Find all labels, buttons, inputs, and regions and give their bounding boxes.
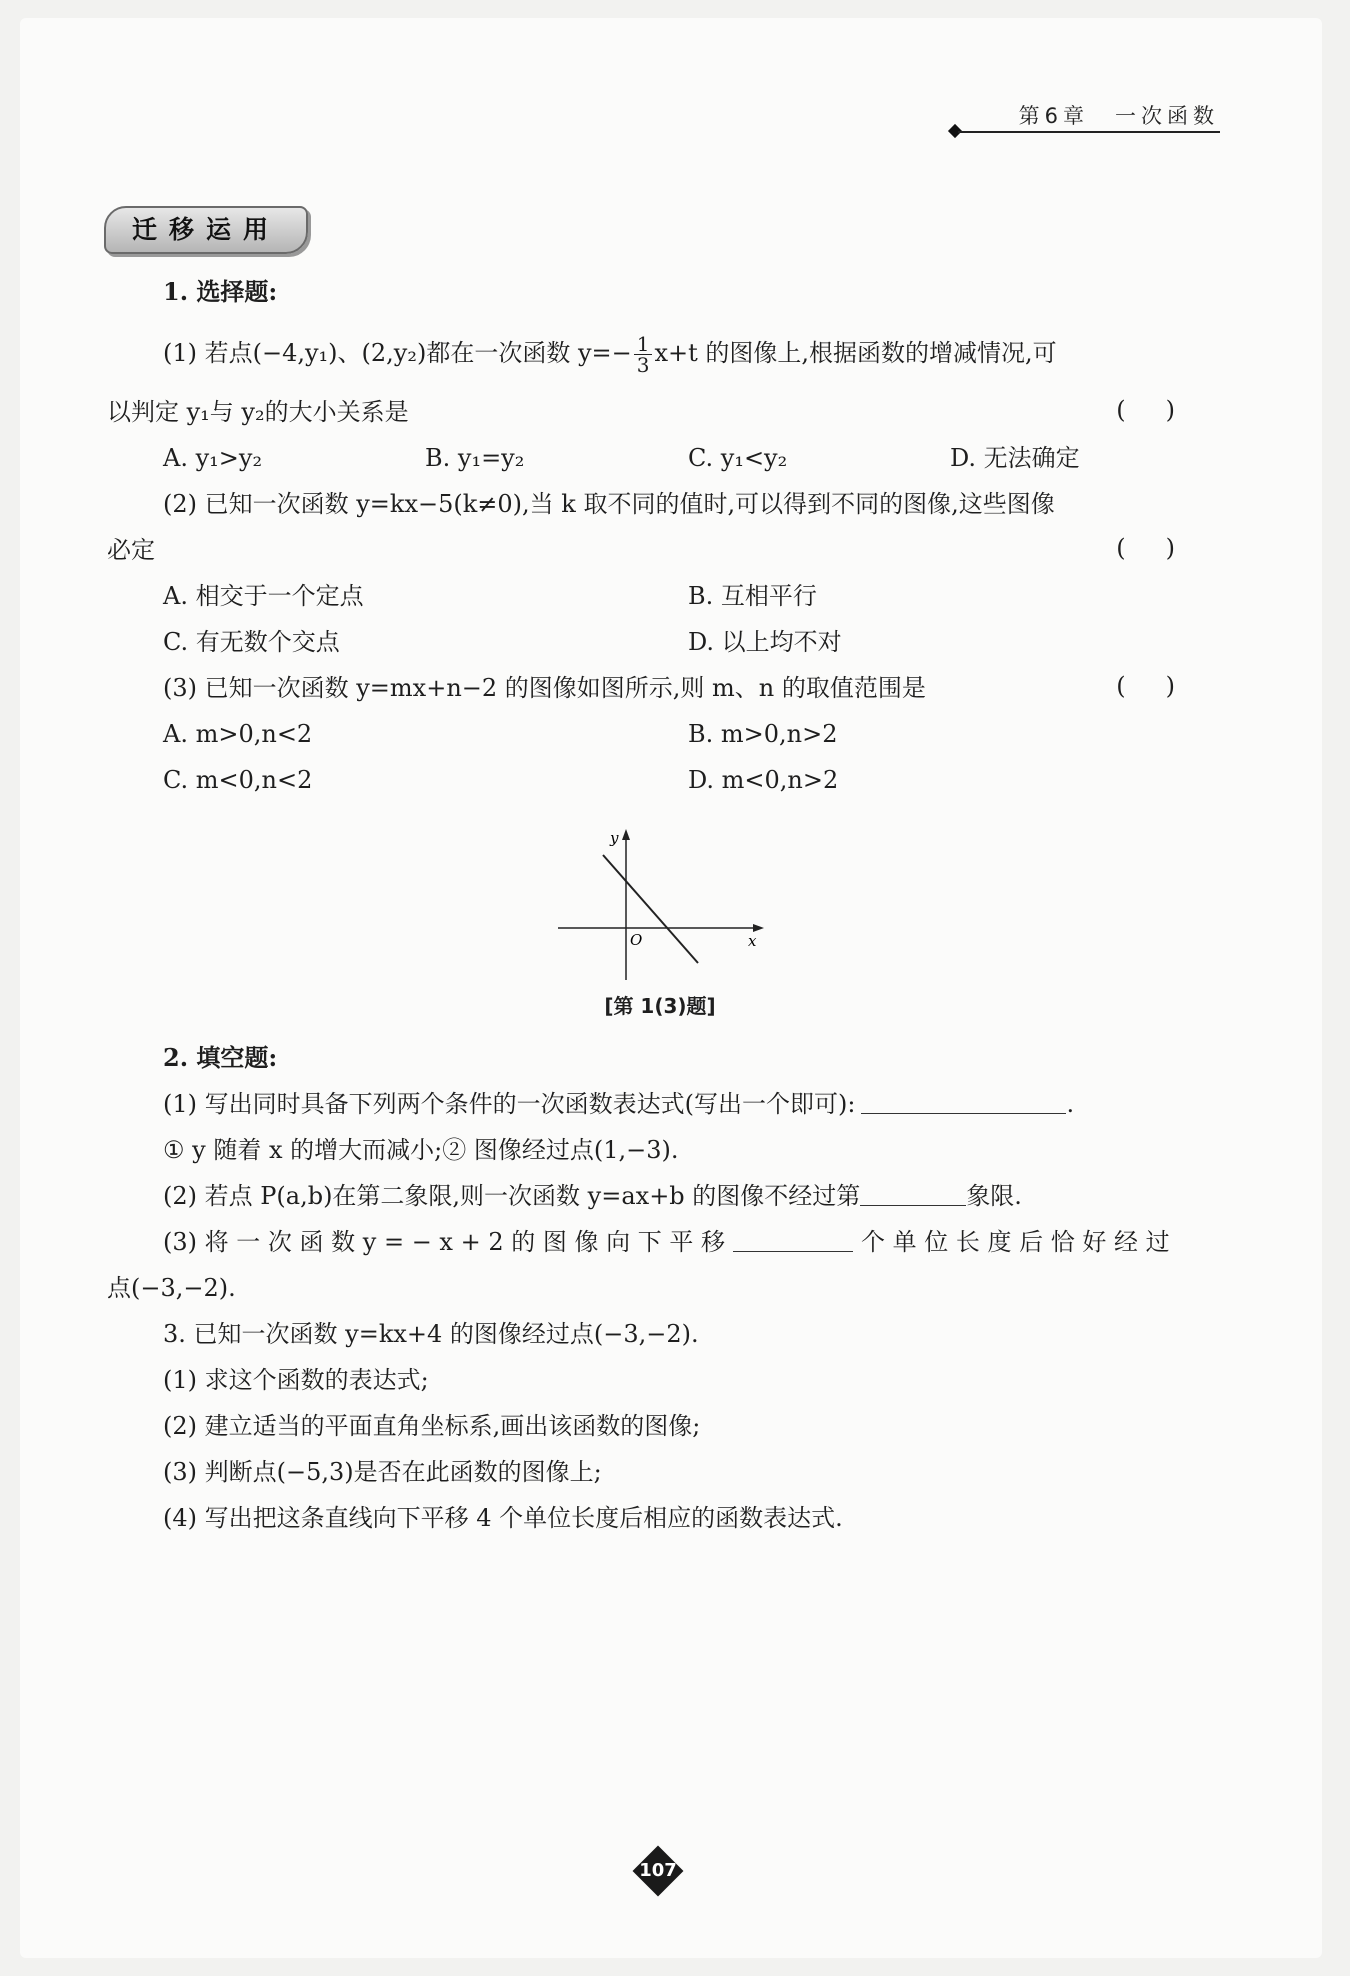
- q1-p2-line1: (2) 已知一次函数 y=kx−5(k≠0),当 k 取不同的值时,可以得到不同的图像,这些图像: [163, 490, 1055, 518]
- section-title: 迁移运用: [131, 215, 280, 244]
- chapter-header: 第6章 一次函数: [1018, 104, 1219, 128]
- q1-p1-option-c: C. y₁<y₂: [688, 444, 788, 472]
- answer-paren: (): [1116, 396, 1215, 424]
- q1-p3-line1: (3) 已知一次函数 y=mx+n−2 的图像如图所示,则 m、n 的取值范围是: [163, 674, 926, 702]
- q1-p1-text-a: (1) 若点(−4,y₁)、(2,y₂)都在一次函数 y=−: [163, 339, 632, 367]
- answer-paren: (): [1116, 534, 1215, 562]
- line-graph-figure: [550, 825, 770, 985]
- q2-title: 2. 填空题:: [163, 1043, 278, 1072]
- q1-p1-line1: [163, 334, 1057, 375]
- q1-p2-line2: 必定: [107, 536, 155, 564]
- q2-line3-text-a: (2) 若点 P(a,b)在第二象限,则一次函数 y=ax+b 的图像不经过第: [163, 1182, 861, 1210]
- y-axis-label: y: [610, 829, 619, 847]
- q1-p1-text-b: x+t 的图像上,根据函数的增减情况,可: [654, 339, 1057, 367]
- q3-item-3: (3) 判断点(−5,3)是否在此函数的图像上;: [163, 1458, 602, 1486]
- figure-caption: [第 1(3)题]: [604, 994, 716, 1018]
- q1-p1-option-d: D. 无法确定: [950, 444, 1080, 472]
- fraction: [634, 334, 653, 375]
- answer-blank[interactable]: [860, 1183, 966, 1206]
- q2-line3: [163, 1180, 1022, 1212]
- q2-line1-text: (1) 写出同时具备下列两个条件的一次函数表达式(写出一个即可):: [163, 1090, 856, 1118]
- q1-p1-option-b: B. y₁=y₂: [425, 444, 525, 472]
- period: .: [1066, 1090, 1075, 1118]
- q1-p2-option-c: C. 有无数个交点: [163, 628, 340, 656]
- q2-line3-text-b: 象限.: [966, 1182, 1022, 1210]
- q3-item-1: (1) 求这个函数的表达式;: [163, 1366, 429, 1394]
- q1-p1-line2: 以判定 y₁与 y₂的大小关系是: [107, 398, 409, 426]
- fraction-denominator: 3: [636, 353, 650, 377]
- answer-blank[interactable]: [861, 1091, 1066, 1114]
- q1-p2-option-a: A. 相交于一个定点: [163, 582, 364, 610]
- q1-title: 1. 选择题:: [163, 277, 278, 306]
- q1-p2-option-d: D. 以上均不对: [688, 628, 842, 656]
- q2-line4-text-b: 个 单 位 长 度 后 恰 好 经 过: [861, 1228, 1170, 1256]
- answer-paren: (): [1116, 672, 1215, 700]
- q3-item-2: (2) 建立适当的平面直角坐标系,画出该函数的图像;: [163, 1412, 701, 1440]
- q2-line4-text-a: (3) 将 一 次 函 数 y = − x + 2 的 图 像 向 下 平 移: [163, 1228, 726, 1256]
- x-axis-label: x: [748, 932, 757, 950]
- answer-blank[interactable]: [733, 1229, 853, 1252]
- q1-p1-option-a: A. y₁>y₂: [163, 444, 263, 472]
- q2-line2: ① y 随着 x 的增大而减小;② 图像经过点(1,−3).: [163, 1136, 679, 1164]
- q2-line4: [163, 1226, 1170, 1258]
- q1-p3-option-d: D. m<0,n>2: [688, 766, 839, 794]
- y-axis-arrow: [622, 829, 630, 840]
- page-number: 107: [639, 1860, 677, 1881]
- q1-p3-option-c: C. m<0,n<2: [163, 766, 313, 794]
- q2-line1: [163, 1088, 1074, 1120]
- q3-title: 3. 已知一次函数 y=kx+4 的图像经过点(−3,−2).: [163, 1320, 699, 1348]
- q1-p3-option-b: B. m>0,n>2: [688, 720, 838, 748]
- fraction-numerator: 1: [634, 334, 653, 355]
- q1-p3-option-a: A. m>0,n<2: [163, 720, 313, 748]
- paper: [20, 18, 1322, 1958]
- function-line: [603, 855, 698, 963]
- q1-p2-option-b: B. 互相平行: [688, 582, 817, 610]
- section-banner: [104, 206, 308, 254]
- x-axis-arrow: [753, 924, 764, 932]
- header-rule: [958, 131, 1220, 133]
- origin-label: O: [630, 931, 643, 949]
- q3-item-4: (4) 写出把这条直线向下平移 4 个单位长度后相应的函数表达式.: [163, 1504, 843, 1532]
- q2-line5: 点(−3,−2).: [107, 1274, 236, 1302]
